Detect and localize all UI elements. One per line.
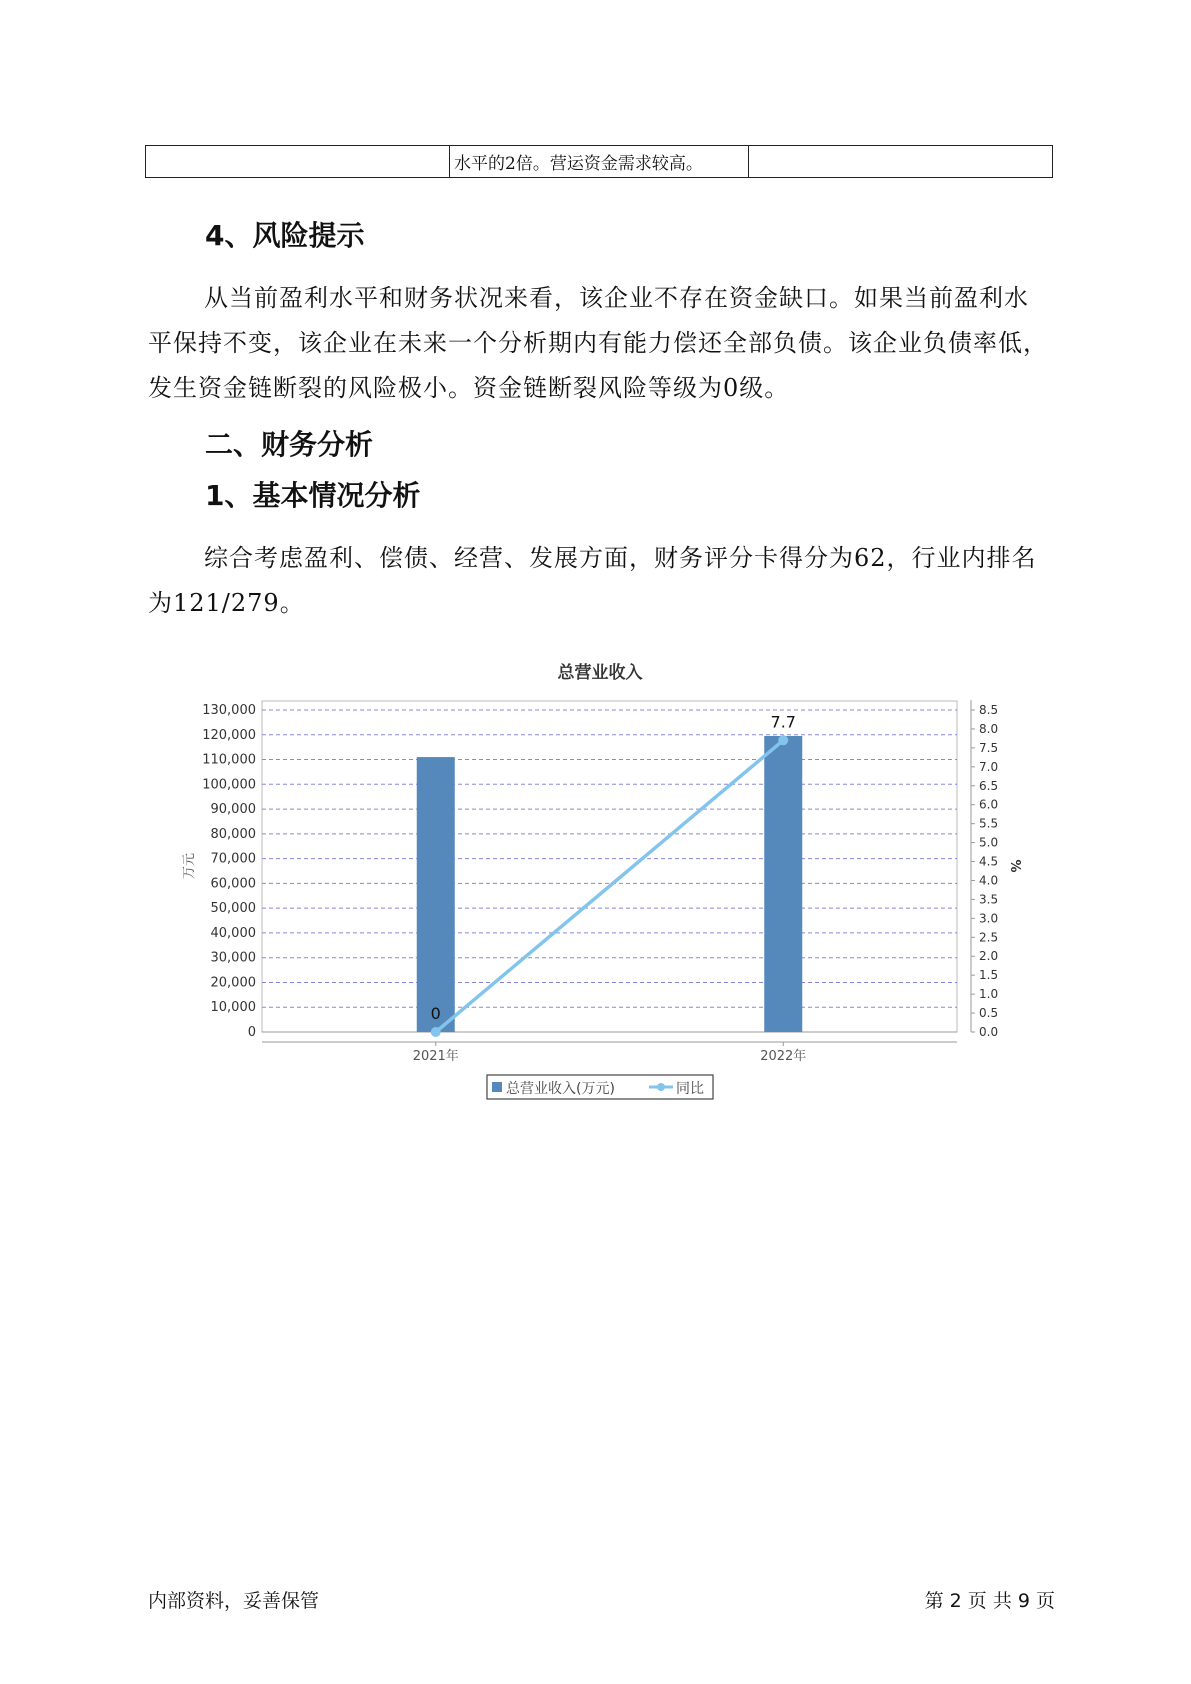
basic-analysis-paragraph: 综合考虑盈利、偿债、经营、发展方面，财务评分卡得分为62，行业内排名为121/279。 [148,544,1037,617]
y2-tick-label: 7.0 [979,759,999,774]
y-tick-label: 70,000 [210,851,256,867]
legend-line-label: 同比 [676,1081,704,1097]
y2-tick-label: 7.5 [979,740,999,755]
legend-line-marker [657,1083,665,1091]
yoy-data-label: 7.7 [770,712,796,732]
footer-page-number: 第 2 页 共 9 页 [924,1590,1055,1612]
finance-heading: 二、财务分析 [205,428,374,461]
y2-tick-label: 5.5 [979,816,999,831]
y2-tick-label: 1.0 [979,987,999,1002]
y-tick-label: 20,000 [210,975,256,991]
risk-paragraph: 从当前盈利水平和财务状况来看，该企业不存在资金缺口。如果当前盈利水平保持不变，该企业在未来一个分析期内有能力偿还全部负债。该企业负债率低，发生资金链断裂的风险极小。资金链断裂风险等级为0级。 [148,284,1048,402]
y-tick-label: 30,000 [210,950,256,966]
legend-bar-label: 总营业收入(万元) [506,1081,615,1097]
x-axis-labels [262,1042,957,1064]
y2-tick-label: 1.5 [979,968,999,983]
y2-tick-label: 2.0 [979,949,999,964]
chart-legend [487,1075,713,1099]
y2-tick-label: 8.0 [979,721,999,736]
y-tick-label: 120,000 [202,727,256,743]
right-axis-ticks [971,700,998,1039]
y2-tick-label: 6.0 [979,797,999,812]
basic-analysis-heading: 1、基本情况分析 [205,479,421,512]
chart-title: 总营业收入 [557,663,643,683]
y-axis-label: 万元 [182,852,197,880]
y2-axis-label: % [1007,859,1022,873]
y-tick-label: 60,000 [210,876,256,892]
revenue-bar [417,757,455,1032]
y2-tick-label: 5.0 [979,835,999,850]
legend-bar-swatch [492,1082,502,1092]
y2-tick-label: 4.0 [979,873,999,888]
x-tick-label: 2022年 [760,1049,807,1064]
risk-heading: 4、风险提示 [205,219,365,252]
grid-lines [262,710,957,1032]
y-tick-label: 80,000 [210,826,256,842]
y2-tick-label: 0.0 [979,1025,999,1039]
yoy-point [431,1027,441,1037]
y2-tick-label: 3.5 [979,892,999,907]
left-axis-ticks [202,703,256,1040]
y-tick-label: 10,000 [210,1000,256,1016]
line-series [431,712,796,1037]
y2-tick-label: 2.5 [979,930,999,945]
y-tick-label: 40,000 [210,925,256,941]
footer-confidential: 内部资料，妥善保管 [148,1590,320,1612]
table-cell: 水平的2倍。营运资金需求较高。 [450,146,749,178]
y2-tick-label: 0.5 [979,1006,999,1021]
y-tick-label: 110,000 [202,752,256,768]
y-tick-label: 50,000 [210,901,256,917]
y2-tick-label: 8.5 [979,703,999,717]
x-tick-label: 2021年 [412,1049,459,1064]
y2-tick-label: 3.0 [979,911,999,926]
yoy-point [778,735,788,745]
yoy-data-label: 0 [430,1004,441,1023]
y2-tick-label: 6.5 [979,778,999,793]
y-tick-label: 130,000 [202,703,256,718]
y2-tick-label: 4.5 [979,854,999,869]
y-tick-label: 0 [247,1025,256,1040]
y-tick-label: 90,000 [210,802,256,818]
y-tick-label: 100,000 [202,777,256,793]
revenue-bar [764,736,802,1032]
